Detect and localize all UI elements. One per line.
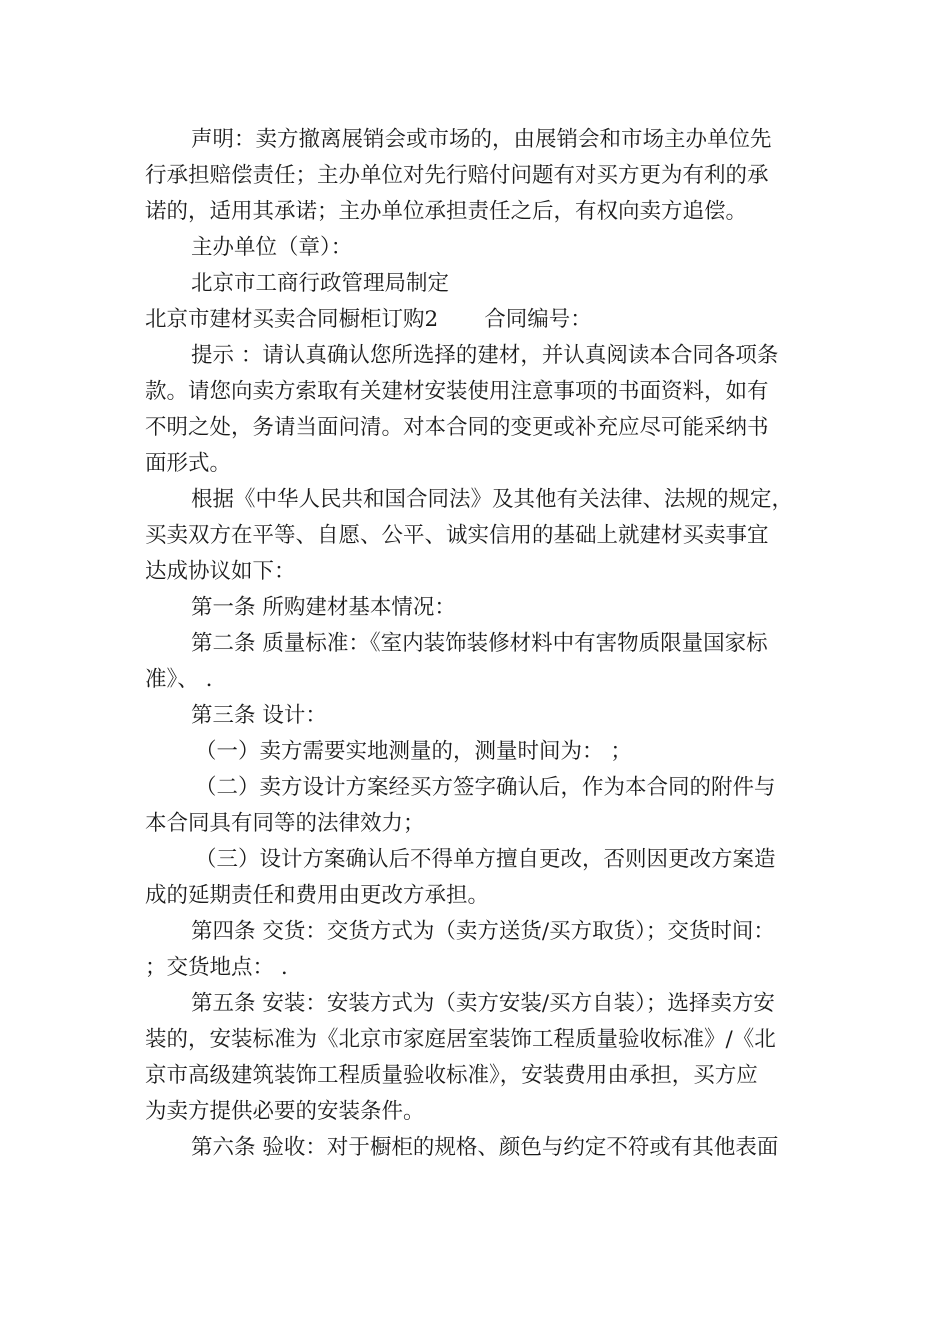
article-heading: 第六条 验收：对于橱柜的规格、颜色与约定不符或有其他表面 <box>191 1135 779 1160</box>
paragraph-line: 成的延期责任和费用由更改方承担。 <box>145 883 490 908</box>
article-heading: 第三条 设计： <box>191 703 327 728</box>
paragraph-line: 款。请您向卖方索取有关建材安装使用注意事项的书面资料，如有 <box>145 379 769 404</box>
paragraph-line: 准》、 . <box>145 667 213 692</box>
sub-item: （二）卖方设计方案经买方签字确认后，作为本合同的附件与 <box>195 775 776 800</box>
article-heading: 第一条 所购建材基本情况： <box>191 595 456 620</box>
paragraph-line: 主办单位（章）： <box>191 235 353 260</box>
paragraph-line: 京市高级建筑装饰工程质量验收标准》，安装费用由承担，买方应 <box>145 1063 758 1088</box>
title-text: 北京市建材买卖合同橱柜订购2 <box>145 307 439 332</box>
paragraph-line: 行承担赔偿责任；主办单位对先行赔付问题有对买方更为有利的承 <box>145 163 769 188</box>
sub-item: （一）卖方需要实地测量的，测量时间为： ； <box>195 739 632 764</box>
paragraph-line: 北京市工商行政管理局制定 <box>191 271 450 296</box>
paragraph-line: 本合同具有同等的法律效力； <box>145 811 425 836</box>
paragraph-line: 达成协议如下： <box>145 559 296 584</box>
article-heading: 第四条 交货：交货方式为（卖方送货/买方取货）；交货时间： <box>191 919 775 944</box>
paragraph-line: 面形式。 <box>145 451 232 476</box>
paragraph-line: 装的，安装标准为《北京市家庭居室装饰工程质量验收标准》/《北 <box>145 1027 776 1052</box>
paragraph-line: 买卖双方在平等、自愿、公平、诚实信用的基础上就建材买卖事宜 <box>145 523 769 548</box>
paragraph-line: ；交货地点： . <box>145 955 288 980</box>
contract-number-label: 合同编号： <box>484 307 592 332</box>
article-heading: 第二条 质量标准：《室内装饰装修材料中有害物质限量国家标 <box>191 631 768 656</box>
paragraph-line: 根据《中华人民共和国合同法》及其他有关法律、法规的规定， <box>191 487 794 512</box>
article-heading: 第五条 安装：安装方式为（卖方安装/买方自装）；选择卖方安 <box>191 991 775 1016</box>
paragraph-line: 为卖方提供必要的安装条件。 <box>145 1099 425 1124</box>
paragraph-line: 不明之处，务请当面问清。对本合同的变更或补充应尽可能采纳书 <box>145 415 769 440</box>
paragraph-line: 声明：卖方撤离展销会或市场的，由展销会和市场主办单位先 <box>191 127 772 152</box>
paragraph-line: 提示 ：请认真确认您所选择的建材，并认真阅读本合同各项条 <box>191 343 779 368</box>
sub-item: （三）设计方案确认后不得单方擅自更改，否则因更改方案造 <box>195 847 776 872</box>
document-title <box>145 302 592 338</box>
paragraph-line: 诺的，适用其承诺；主办单位承担责任之后，有权向卖方追偿。 <box>145 199 748 224</box>
